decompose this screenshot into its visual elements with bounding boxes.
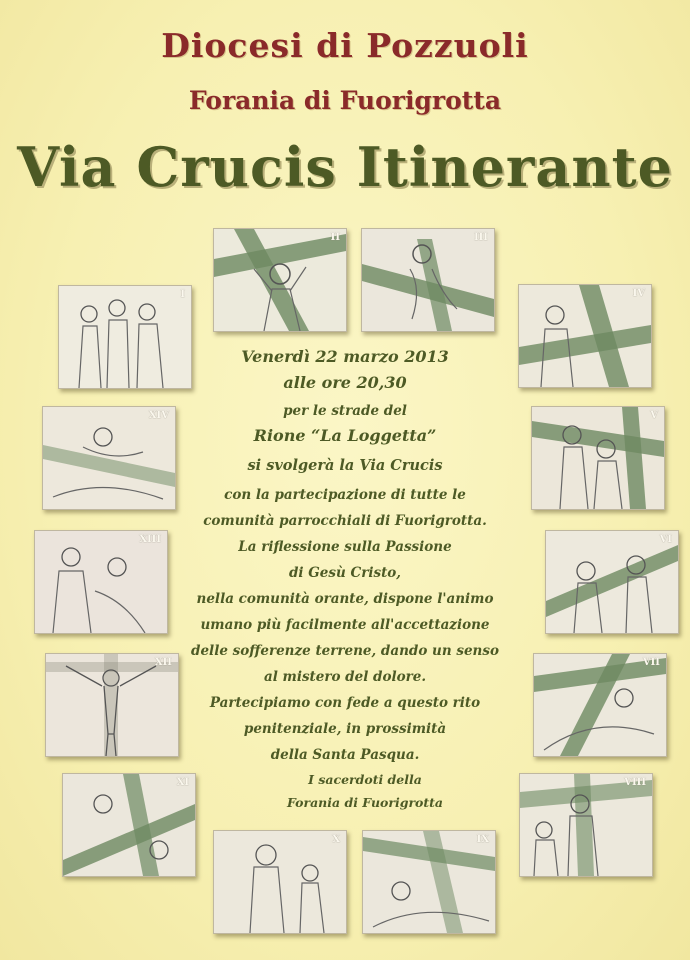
text-line: per le strade del bbox=[283, 403, 407, 419]
text-line: umano più facilmente all'accettazione bbox=[200, 617, 490, 633]
text-line: penitenziale, in prossimità bbox=[243, 721, 447, 737]
station-iv-image bbox=[518, 284, 652, 388]
station-number: IX bbox=[476, 834, 489, 845]
station-number: XI bbox=[176, 777, 189, 788]
text-line: Partecipiamo con fede a questo rito bbox=[209, 695, 481, 711]
text-line: al mistero del dolore. bbox=[263, 669, 427, 685]
forania-heading: Forania di Fuorigrotta bbox=[188, 86, 502, 115]
station-number: VII bbox=[642, 657, 660, 668]
station-xiii-image bbox=[34, 530, 168, 634]
station-number: VI bbox=[659, 534, 672, 545]
signature-line: I sacerdoti della bbox=[308, 772, 422, 787]
station-xii-image bbox=[45, 653, 179, 757]
diocese-heading: Diocesi di Pozzuoli bbox=[161, 26, 529, 65]
station-number: VIII bbox=[624, 777, 646, 788]
station-xiv-image bbox=[42, 406, 176, 510]
text-line: nella comunità orante, dispone l'animo bbox=[196, 591, 494, 607]
text-line: si svolgerà la Via Crucis bbox=[247, 457, 443, 474]
station-number: V bbox=[650, 410, 658, 421]
station-number: XII bbox=[154, 657, 172, 668]
station-number: XIII bbox=[139, 534, 161, 545]
station-v-image bbox=[531, 406, 665, 510]
station-number: I bbox=[180, 289, 185, 300]
station-number: IV bbox=[632, 288, 645, 299]
event-date: Venerdì 22 marzo 2013 bbox=[241, 347, 449, 366]
station-i-image bbox=[58, 285, 192, 389]
station-number: III bbox=[473, 232, 488, 243]
announcement-text bbox=[175, 0, 515, 960]
station-number: XIV bbox=[148, 410, 169, 421]
event-time: alle ore 20,30 bbox=[283, 373, 407, 392]
station-vi-image bbox=[545, 530, 679, 634]
text-line: di Gesù Cristo, bbox=[288, 565, 402, 581]
text-line: delle sofferenze terrene, dando un senso bbox=[191, 643, 499, 659]
signature-line: Forania di Fuorigrotta bbox=[286, 795, 444, 810]
text-line: con la partecipazione di tutte le bbox=[224, 487, 466, 503]
text-line: La riflessione sulla Passione bbox=[238, 539, 452, 555]
text-line: della Santa Pasqua. bbox=[270, 747, 420, 763]
event-place: Rione “La Loggetta” bbox=[253, 426, 437, 445]
page-title: Via Crucis Itinerante bbox=[17, 135, 673, 199]
station-viii-image bbox=[519, 773, 653, 877]
text-line: comunità parrocchiali di Fuorigrotta. bbox=[203, 513, 487, 529]
station-number: X bbox=[332, 834, 340, 845]
station-number: II bbox=[330, 232, 340, 243]
station-vii-image bbox=[533, 653, 667, 757]
